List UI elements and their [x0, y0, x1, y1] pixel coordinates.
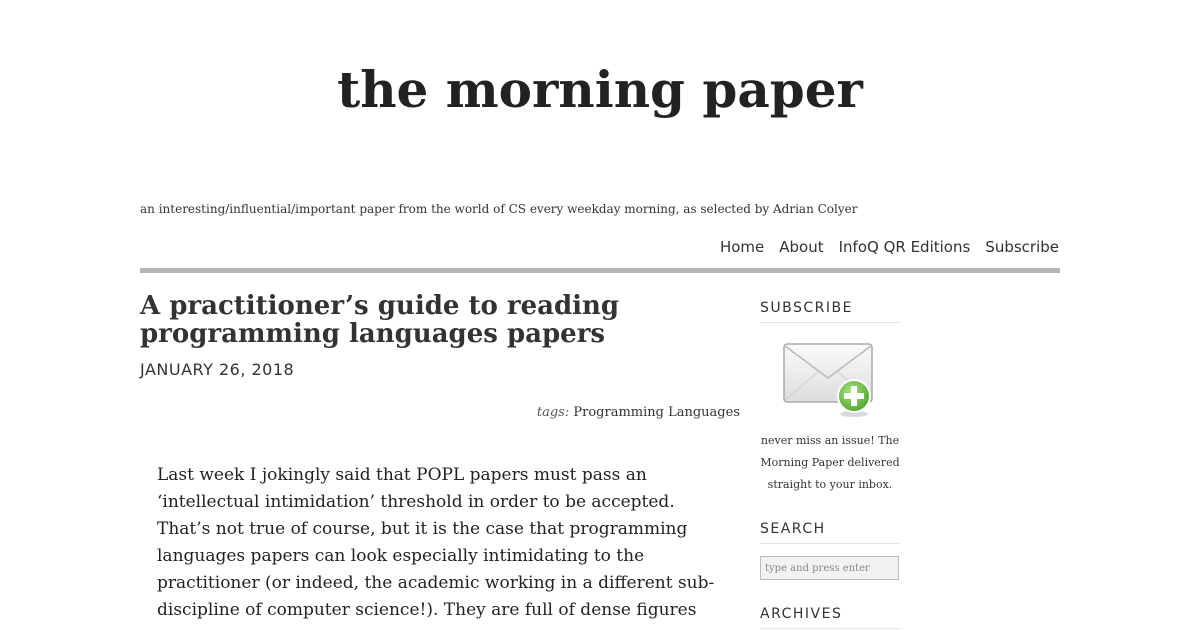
subscribe-widget-title: SUBSCRIBE	[760, 300, 900, 323]
site-title[interactable]: the morning paper	[337, 60, 863, 119]
search-input[interactable]	[760, 556, 899, 580]
nav-home-link[interactable]: Home	[719, 238, 765, 256]
post-title[interactable]: A practitioner’s guide to reading programming languages papers	[140, 291, 620, 349]
nav-infoq-link[interactable]: InfoQ QR Editions	[838, 238, 971, 256]
nav-subscribe-link[interactable]: Subscribe	[985, 238, 1059, 256]
post-body: Last week I jokingly said that POPL papers must pass an ‘intellectual intimidation’ threshold in order to be accepted. That’s not true of course, but it is the case that programming languages papers can look especially intimidating to the practitioner (or indeed, the academic working in a different sub-discipline of computer science!). They are full of dense figures	[157, 465, 715, 620]
tags-label: tags:	[536, 405, 570, 420]
post-date: JANUARY 26, 2018	[140, 360, 295, 379]
site-tagline: an interesting/influential/important paper from the world of CS every weekday morning, as selected by Adrian Colyer	[140, 202, 858, 216]
post-tags	[537, 405, 740, 420]
tag-link[interactable]: Programming Languages	[573, 405, 740, 420]
nav-about-link[interactable]: About	[779, 238, 824, 256]
header-divider	[140, 268, 1060, 273]
archives-widget-title: ARCHIVES	[760, 606, 900, 629]
main-nav	[720, 238, 1059, 256]
subscribe-description: never miss an issue! The Morning Paper delivered straight to your inbox.	[760, 434, 900, 491]
envelope-plus-icon[interactable]	[782, 340, 878, 420]
search-widget-title: SEARCH	[760, 521, 900, 544]
